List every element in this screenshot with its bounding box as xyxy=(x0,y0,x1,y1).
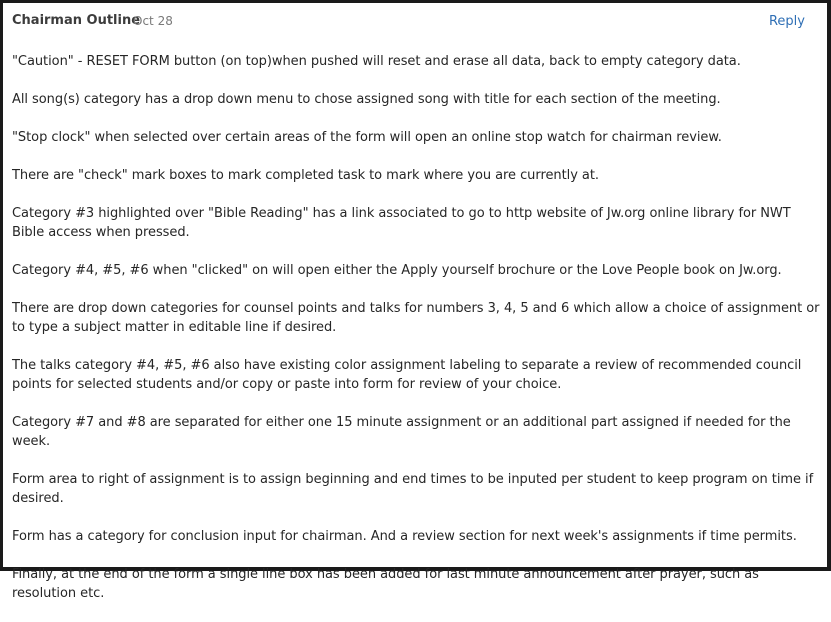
comment-paragraph: Category #3 highlighted over "Bible Reading" has a link associated to go to http website of Jw.org online library for NWT Bible access when pressed. xyxy=(12,206,791,240)
comment-paragraph: There are "check" mark boxes to mark completed task to mark where you are currently at. xyxy=(12,168,599,183)
comment-paragraph: "Stop clock" when selected over certain areas of the form will open an online stop watch for chairman review. xyxy=(12,130,722,145)
comment-paragraph: Form has a category for conclusion input for chairman. And a review section for next week's assignments if time permits. xyxy=(12,529,797,544)
comment-date: Oct 28 xyxy=(133,14,173,28)
comment-paragraph: Form area to right of assignment is to assign beginning and end times to be inputed per student to keep program on time if desired. xyxy=(12,472,814,506)
comment-paragraph: Finally, at the end of the form a single line box has been added for last minute announcement after prayer, such as resolution etc. xyxy=(12,567,759,601)
comment-paragraph: The talks category #4, #5, #6 also have existing color assignment labeling to separate a review of recommended council points for selected students and/or copy or paste into form for review of your choice. xyxy=(12,358,802,392)
comment-paragraph: There are drop down categories for counsel points and talks for numbers 3, 4, 5 and 6 which allow a choice of assignment or to type a subject matter in editable line if desired. xyxy=(12,301,820,335)
reply-link[interactable]: Reply xyxy=(768,14,805,29)
comment-header xyxy=(12,13,809,31)
comment-paragraph: All song(s) category has a drop down menu to chose assigned song with title for each section of the meeting. xyxy=(12,92,721,107)
comment-body xyxy=(12,52,824,622)
comment-paragraph: Category #4, #5, #6 when "clicked" on will open either the Apply yourself brochure or the Love People book on Jw.org. xyxy=(12,263,782,278)
comment-paragraph: "Caution" - RESET FORM button (on top)when pushed will reset and erase all data, back to empty category data. xyxy=(12,54,741,69)
comment-paragraph: Category #7 and #8 are separated for either one 15 minute assignment or an additional part assigned if needed for the week. xyxy=(12,415,791,449)
comment-author[interactable]: Chairman Outline xyxy=(12,13,141,28)
